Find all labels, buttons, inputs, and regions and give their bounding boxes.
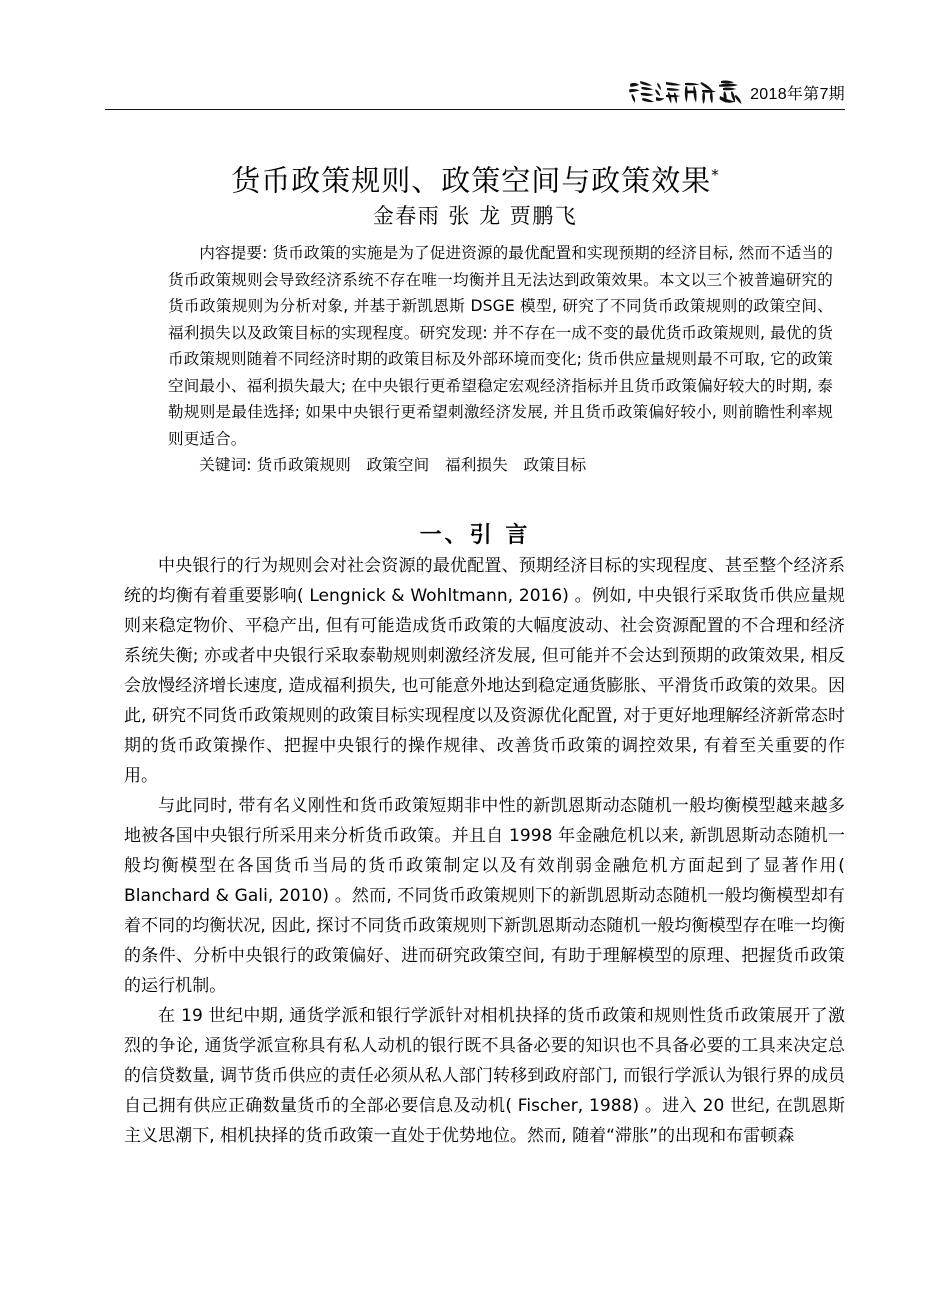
issue-label: 2018年第7期 xyxy=(750,86,845,103)
abstract-block xyxy=(168,240,833,479)
article-title-text: 货币政策规则、政策空间与政策效果 xyxy=(231,164,712,199)
article-title xyxy=(0,155,950,201)
body-paragraph: 与此同时, 带有名义刚性和货币政策短期非中性的新凯恩斯动态随机一般均衡模型越来越多地被各国中央银行所采用来分析货币政策。并且自 1998 年金融危机以来, 新凯恩斯动态随机一般均衡模型在各国货币当局的货币政策制定以及有效削弱金融危机方面起到了显著作用( Blanchard & Gali, 2010) 。然而, 不同货币政策规则下的新凯恩斯动态随机一般均衡模型却有着不同的均衡状况, 因此, 探讨不同货币政策规则下新凯恩斯动态随机一般均衡模型存在唯一均衡的条件、分析中央银行的政策偏好、进而研究政策空间, 有助于理解模型的原理、把握货币政策的运行机制。 xyxy=(124,796,845,996)
section-heading-introduction: 一、引 言 xyxy=(419,523,531,549)
masthead xyxy=(105,66,845,110)
keywords-line: 关键词: 货币政策规则 政策空间 福利损失 政策目标 xyxy=(199,456,587,474)
body-text xyxy=(124,551,845,1151)
masthead-content xyxy=(627,76,845,106)
title-footnote-marker: * xyxy=(711,166,719,185)
abstract-text: 内容提要: 货币政策的实施是为了促进资源的最优配置和实现预期的经济目标, 然而不适当的货币政策规则会导致经济系统不存在唯一均衡并且无法达到政策效果。本文以三个被普遍研究的货币政策规则为分析对象, 并基于新凯恩斯 DSGE 模型, 研究了不同货币政策规则的政策空间、福利损失以及政策目标的实现程度。研究发现: 并不存在一成不变的最优货币政策规则, 最优的货币政策规则随着不同经济时期的政策目标及外部环境而变化; 货币供应量规则最不可取, 它的政策空间最小、福利损失最大; 在中央银行更希望稳定宏观经济指标并且货币政策偏好较大的时期, 泰勒规则是最佳选择; 如果中央银行更希望刺激经济发展, 并且货币政策偏好较小, 则前瞻性利率规则更适合。 xyxy=(168,244,833,448)
jingji-yanjiu-calligraphy-logo-icon xyxy=(627,76,745,106)
body-paragraph: 在 19 世纪中期, 通货学派和银行学派针对相机抉择的货币政策和规则性货币政策展开了激烈的争论, 通货学派宣称具有私人动机的银行既不具备必要的知识也不具备必要的工具来决定总的信贷数量, 调节货币供应的责任必须从私人部门转移到政府部门, 而银行学派认为银行界的成员自己拥有供应正确数量货币的全部必要信息及动机( Fischer, 1988) 。进入 20 世纪, 在凯恩斯主义思潮下, 相机抉择的货币政策一直处于优势地位。然而, 随着“滞胀”的出现和布雷顿森 xyxy=(124,1006,845,1146)
body-paragraph: 中央银行的行为规则会对社会资源的最优配置、预期经济目标的实现程度、甚至整个经济系统的均衡有着重要影响( Lengnick & Wohltmann, 2016) 。例如, 中央银行采取货币供应量规则来稳定物价、平稳产出, 但有可能造成货币政策的大幅度波动、社会资源配置的不合理和经济系统失衡; 亦或者中央银行采取泰勒规则刺激经济发展, 但可能并不会达到预期的政策效果, 相反会放慢经济增长速度, 造成福利损失, 也可能意外地达到稳定通货膨胀、平滑货币政策的效果。因此, 研究不同货币政策规则的政策目标实现程度以及资源优化配置, 对于更好地理解经济新常态时期的货币政策操作、把握中央银行的操作规律、改善货币政策的调控效果, 有着至关重要的作用。 xyxy=(124,556,845,786)
author-line: 金春雨 张 龙 贾鹏飞 xyxy=(372,204,578,228)
